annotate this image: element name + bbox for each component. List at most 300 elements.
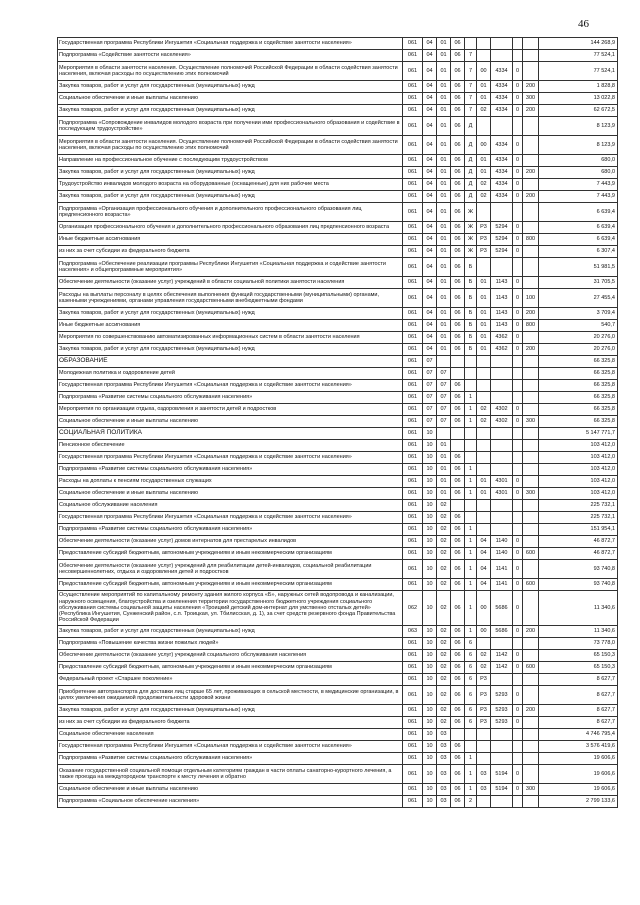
cell-subprogram [465,38,477,50]
cell-ministry: 061 [403,246,423,258]
table-row [58,524,618,536]
table-row [58,626,618,638]
cell-section: 10 [423,428,437,440]
cell-program: 06 [451,560,465,579]
cell-event [477,729,491,741]
cell-vr [523,368,539,380]
cell-program: 06 [451,258,465,277]
cell-code: 5293 [491,717,513,729]
cell-subprogram [465,741,477,753]
cell-subsection: 01 [437,62,451,81]
cell-program: 06 [451,222,465,234]
cell-subsection: 01 [437,464,451,476]
cell-ministry: 061 [403,203,423,222]
table-row [58,717,618,729]
cell-ministry: 061 [403,741,423,753]
cell-subprogram [465,356,477,368]
cell-code-suffix: 0 [513,320,523,332]
cell-code-suffix [513,428,523,440]
cell-section: 10 [423,536,437,548]
cell-vr [523,591,539,626]
cell-vr [523,258,539,277]
table-row [58,392,618,404]
cell-subprogram: 1 [465,392,477,404]
cell-event: 01 [477,289,491,308]
cell-event [477,500,491,512]
cell-subsection [437,356,451,368]
cell-subprogram: 6 [465,686,477,705]
cell-subprogram: Б [465,258,477,277]
cell-vr [523,500,539,512]
cell-section: 10 [423,440,437,452]
table-row [58,536,618,548]
cell-amount: 66 325,8 [539,356,618,368]
cell-amount: 46 872,7 [539,536,618,548]
cell-ministry: 061 [403,258,423,277]
cell-code: 4334 [491,155,513,167]
cell-section: 04 [423,38,437,50]
cell-code-suffix: 0 [513,548,523,560]
row-name: Социальное обеспечение и иные выплаты населению [58,784,403,796]
cell-subprogram: 6 [465,650,477,662]
cell-vr [523,38,539,50]
cell-code-suffix: 0 [513,662,523,674]
cell-code [491,638,513,650]
cell-amount: 540,7 [539,320,618,332]
cell-code: 4362 [491,344,513,356]
cell-program: 06 [451,765,465,784]
row-name: Оказание государственной социальной помощи отдельным категориям граждан в части оплаты санаторно-курортного лечения, а также проезда на междугородном транспорте к месту лечения и обратно [58,765,403,784]
cell-section: 04 [423,191,437,203]
cell-amount: 151 954,1 [539,524,618,536]
cell-subsection: 07 [437,404,451,416]
table-row [58,203,618,222]
cell-event: 01 [477,93,491,105]
cell-section: 10 [423,765,437,784]
cell-subsection: 02 [437,548,451,560]
row-name: Подпрограмма «Организация профессионального обучения и дополнительного профессионального образования лиц предпенсионного возраста» [58,203,403,222]
cell-amount: 3 576 419,6 [539,741,618,753]
cell-amount: 2 799 133,6 [539,796,618,808]
cell-code: 1142 [491,662,513,674]
table-row [58,105,618,117]
cell-event: 01 [477,81,491,93]
cell-ministry: 061 [403,440,423,452]
table-row [58,380,618,392]
cell-vr: 100 [523,289,539,308]
cell-amount: 62 672,5 [539,105,618,117]
row-name: Социальное обеспечение и иные выплаты населению [58,416,403,428]
cell-vr [523,686,539,705]
cell-vr [523,765,539,784]
cell-ministry: 061 [403,368,423,380]
cell-subsection: 01 [437,179,451,191]
cell-vr [523,512,539,524]
cell-ministry: 061 [403,404,423,416]
cell-vr: 300 [523,93,539,105]
cell-amount: 6 639,4 [539,203,618,222]
cell-subsection: 01 [437,246,451,258]
cell-code: 4334 [491,191,513,203]
cell-amount: 20 276,0 [539,344,618,356]
cell-vr [523,404,539,416]
cell-subsection: 01 [437,136,451,155]
row-name: Организация профессионального обучения и дополнительного профессионального образования лиц предпенсионного возраста [58,222,403,234]
cell-event [477,440,491,452]
cell-code-suffix: 0 [513,404,523,416]
row-name: Подпрограмма «Социальное обеспечение населения» [58,796,403,808]
table-row [58,591,618,626]
cell-program [451,440,465,452]
cell-vr [523,179,539,191]
cell-code-suffix [513,500,523,512]
cell-code: 5686 [491,591,513,626]
row-name: Иные бюджетные ассигнования [58,320,403,332]
table-row [58,638,618,650]
cell-program: 06 [451,705,465,717]
table-row [58,650,618,662]
cell-ministry: 061 [403,524,423,536]
cell-code-suffix [513,452,523,464]
cell-event: Р3 [477,705,491,717]
cell-section: 10 [423,796,437,808]
table-row [58,258,618,277]
cell-vr: 600 [523,662,539,674]
cell-code-suffix [513,674,523,686]
cell-ministry: 061 [403,277,423,289]
cell-code-suffix: 0 [513,560,523,579]
table-row [58,729,618,741]
cell-program: 06 [451,591,465,626]
table-row [58,50,618,62]
cell-code [491,753,513,765]
cell-program: 06 [451,179,465,191]
cell-code [491,741,513,753]
cell-event [477,638,491,650]
cell-amount: 8 627,7 [539,717,618,729]
table-row [58,136,618,155]
cell-program: 06 [451,512,465,524]
cell-event: 01 [477,344,491,356]
cell-subsection: 01 [437,81,451,93]
cell-section: 04 [423,81,437,93]
cell-vr [523,136,539,155]
cell-code-suffix: 0 [513,234,523,246]
row-name: Социальное обслуживание населения [58,500,403,512]
cell-subprogram: 6 [465,638,477,650]
cell-event: 01 [477,155,491,167]
cell-event: 01 [477,277,491,289]
table-row [58,234,618,246]
row-name: Расходы на выплаты персоналу в целях обеспечения выполнения функций государственными (муниципальными) органами, казенными учреждениями, органами управления государственными внебюджетными фондами [58,289,403,308]
cell-vr [523,524,539,536]
cell-subsection: 01 [437,50,451,62]
cell-program: 06 [451,488,465,500]
row-name: Осуществление мероприятий по капитальному ремонту здания жилого корпуса «Б», наружных сетей водопровода и канализации, наружного освещения, благоустройства и озеленения территории государственного бюджетного учреждения социального обслуживания системы социальной защиты населения «Троицкий детский дом-интернат для умственно отсталых детей» (Республика Ингушетия, Сунженский район, с.п. Троицкая, ул. Тбилисская, д. 1), за счет средств резервного фонда Правительства Российской Федерации [58,591,403,626]
cell-subprogram: Ж [465,203,477,222]
cell-code-suffix [513,203,523,222]
cell-code [491,500,513,512]
cell-code [491,203,513,222]
cell-event: Р3 [477,717,491,729]
cell-subprogram: 7 [465,105,477,117]
cell-section: 04 [423,136,437,155]
cell-code-suffix [513,741,523,753]
cell-code-suffix: 0 [513,136,523,155]
cell-section: 07 [423,368,437,380]
cell-event [477,512,491,524]
cell-ministry: 061 [403,452,423,464]
cell-section: 04 [423,167,437,179]
table-row [58,416,618,428]
cell-ministry: 061 [403,638,423,650]
cell-subprogram: 2 [465,796,477,808]
cell-amount: 4 746 795,4 [539,729,618,741]
cell-ministry: 061 [403,234,423,246]
cell-section: 04 [423,246,437,258]
cell-code: 4334 [491,179,513,191]
cell-section: 10 [423,717,437,729]
cell-code: 1141 [491,579,513,591]
cell-program [451,368,465,380]
cell-subprogram [465,512,477,524]
cell-amount: 19 606,6 [539,765,618,784]
cell-ministry: 061 [403,674,423,686]
cell-amount: 65 150,3 [539,650,618,662]
row-name: Подпрограмма «Содействие занятости населения» [58,50,403,62]
cell-code-suffix: 0 [513,476,523,488]
cell-ministry: 061 [403,356,423,368]
row-name: Подпрограмма «Сопровождение инвалидов молодого возраста при получении ими профессионального образования и содействие в последующем трудоустройстве» [58,117,403,136]
cell-section: 04 [423,332,437,344]
cell-section: 10 [423,579,437,591]
cell-vr [523,277,539,289]
table-row [58,191,618,203]
cell-code-suffix: 0 [513,105,523,117]
cell-ministry: 061 [403,476,423,488]
cell-subsection: 01 [437,234,451,246]
cell-subsection: 07 [437,392,451,404]
row-name: Государственная программа Республики Ингушетия «Социальная поддержка и содействие занятости населения» [58,452,403,464]
cell-subsection: 07 [437,380,451,392]
cell-program: 06 [451,476,465,488]
cell-code: 5294 [491,234,513,246]
cell-code: 1140 [491,536,513,548]
cell-amount: 103 412,0 [539,452,618,464]
cell-event: 04 [477,560,491,579]
row-name: Подпрограмма «Обеспечение реализации программы Республики Ингушетия «Социальная поддержка и содействие занятости населения» и общепрограммные мероприятия» [58,258,403,277]
cell-event: Р3 [477,234,491,246]
cell-ministry: 061 [403,536,423,548]
cell-program: 06 [451,464,465,476]
cell-program: 06 [451,524,465,536]
cell-code-suffix: 0 [513,626,523,638]
cell-code [491,524,513,536]
cell-subprogram: 1 [465,765,477,784]
table-row [58,741,618,753]
cell-ministry: 061 [403,380,423,392]
table-row [58,476,618,488]
cell-program: 06 [451,344,465,356]
table-row [58,753,618,765]
cell-event [477,524,491,536]
cell-subsection: 03 [437,765,451,784]
row-name: Молодежная политика и оздоровление детей [58,368,403,380]
cell-event: 00 [477,626,491,638]
cell-ministry: 061 [403,167,423,179]
table-row [58,179,618,191]
cell-ministry: 061 [403,784,423,796]
cell-subsection: 03 [437,741,451,753]
table-row [58,320,618,332]
cell-code-suffix: 0 [513,277,523,289]
cell-event: Р3 [477,246,491,258]
cell-event: 04 [477,548,491,560]
cell-amount: 7 443,9 [539,179,618,191]
cell-subprogram: Б [465,344,477,356]
cell-code-suffix: 0 [513,167,523,179]
cell-section: 07 [423,380,437,392]
cell-code-suffix: 0 [513,416,523,428]
cell-code-suffix [513,50,523,62]
cell-event: 02 [477,105,491,117]
cell-ministry: 061 [403,464,423,476]
cell-subprogram: 6 [465,717,477,729]
cell-vr [523,796,539,808]
cell-amount: 65 150,3 [539,662,618,674]
cell-amount: 8 123,9 [539,136,618,155]
cell-vr [523,717,539,729]
cell-ministry: 061 [403,650,423,662]
cell-code-suffix: 0 [513,591,523,626]
cell-section: 10 [423,464,437,476]
cell-vr [523,536,539,548]
cell-event: 01 [477,320,491,332]
cell-program: 06 [451,650,465,662]
cell-section: 10 [423,560,437,579]
cell-amount: 77 524,1 [539,50,618,62]
cell-section: 04 [423,320,437,332]
cell-code-suffix [513,729,523,741]
cell-section: 04 [423,93,437,105]
cell-subsection: 01 [437,203,451,222]
cell-vr [523,332,539,344]
cell-subsection: 01 [437,277,451,289]
cell-event [477,117,491,136]
cell-amount: 46 872,7 [539,548,618,560]
cell-ministry: 061 [403,81,423,93]
cell-vr [523,560,539,579]
cell-program: 06 [451,452,465,464]
cell-subsection: 03 [437,796,451,808]
cell-code [491,428,513,440]
table-row [58,579,618,591]
cell-code-suffix [513,638,523,650]
cell-code [491,452,513,464]
cell-program: 06 [451,796,465,808]
cell-subprogram: 6 [465,705,477,717]
row-name: Предоставление субсидий бюджетным, автономным учреждениям и иным некоммерческим организациям [58,662,403,674]
cell-subprogram: 1 [465,579,477,591]
cell-ministry: 061 [403,50,423,62]
row-name: Обеспечение деятельности (оказание услуг) домов интернатов для престарелых инвалидов [58,536,403,548]
cell-subprogram: 1 [465,464,477,476]
cell-amount: 11 340,6 [539,591,618,626]
cell-program: 06 [451,308,465,320]
cell-subprogram [465,440,477,452]
cell-subprogram: 1 [465,560,477,579]
cell-ministry: 061 [403,717,423,729]
cell-subprogram: Б [465,289,477,308]
cell-code-suffix: 0 [513,191,523,203]
cell-subprogram [465,500,477,512]
cell-vr [523,62,539,81]
cell-subsection: 02 [437,560,451,579]
cell-program: 06 [451,638,465,650]
cell-ministry: 061 [403,155,423,167]
cell-event [477,452,491,464]
cell-subsection: 07 [437,416,451,428]
cell-event [477,38,491,50]
cell-amount: 77 524,1 [539,62,618,81]
cell-code [491,356,513,368]
cell-code-suffix [513,440,523,452]
cell-amount: 103 412,0 [539,440,618,452]
cell-code-suffix [513,464,523,476]
cell-subsection: 03 [437,753,451,765]
table-row [58,765,618,784]
table-row [58,674,618,686]
table-row [58,464,618,476]
table-row [58,81,618,93]
cell-subsection: 01 [437,38,451,50]
cell-ministry: 061 [403,686,423,705]
cell-code: 1143 [491,308,513,320]
cell-ministry: 061 [403,500,423,512]
cell-ministry: 061 [403,428,423,440]
cell-amount: 19 606,6 [539,784,618,796]
cell-program: 06 [451,81,465,93]
cell-subsection: 02 [437,674,451,686]
cell-subprogram: 1 [465,404,477,416]
cell-amount: 93 740,8 [539,560,618,579]
row-name: СОЦИАЛЬНАЯ ПОЛИТИКА [58,428,403,440]
table-row [58,344,618,356]
table-row [58,512,618,524]
cell-subprogram: 1 [465,524,477,536]
cell-ministry: 063 [403,626,423,638]
cell-subprogram: Д [465,117,477,136]
cell-subprogram: Д [465,136,477,155]
cell-ministry: 061 [403,392,423,404]
cell-amount: 5 147 771,7 [539,428,618,440]
table-row [58,356,618,368]
cell-code: 1142 [491,650,513,662]
row-name: Закупка товаров, работ и услуг для государственных (муниципальных) нужд [58,705,403,717]
cell-subprogram: Д [465,167,477,179]
cell-subprogram: Ж [465,234,477,246]
cell-program: 06 [451,741,465,753]
row-name: Трудоустройство инвалидов молодого возраста на оборудованные (оснащенные) для них рабочие места [58,179,403,191]
cell-code-suffix [513,258,523,277]
cell-program: 06 [451,753,465,765]
row-name: Закупка товаров, работ и услуг для государственных (муниципальных) нужд [58,308,403,320]
cell-amount: 66 325,8 [539,416,618,428]
cell-amount: 6 639,4 [539,234,618,246]
cell-program [451,500,465,512]
cell-vr: 600 [523,548,539,560]
cell-amount: 3 709,4 [539,308,618,320]
